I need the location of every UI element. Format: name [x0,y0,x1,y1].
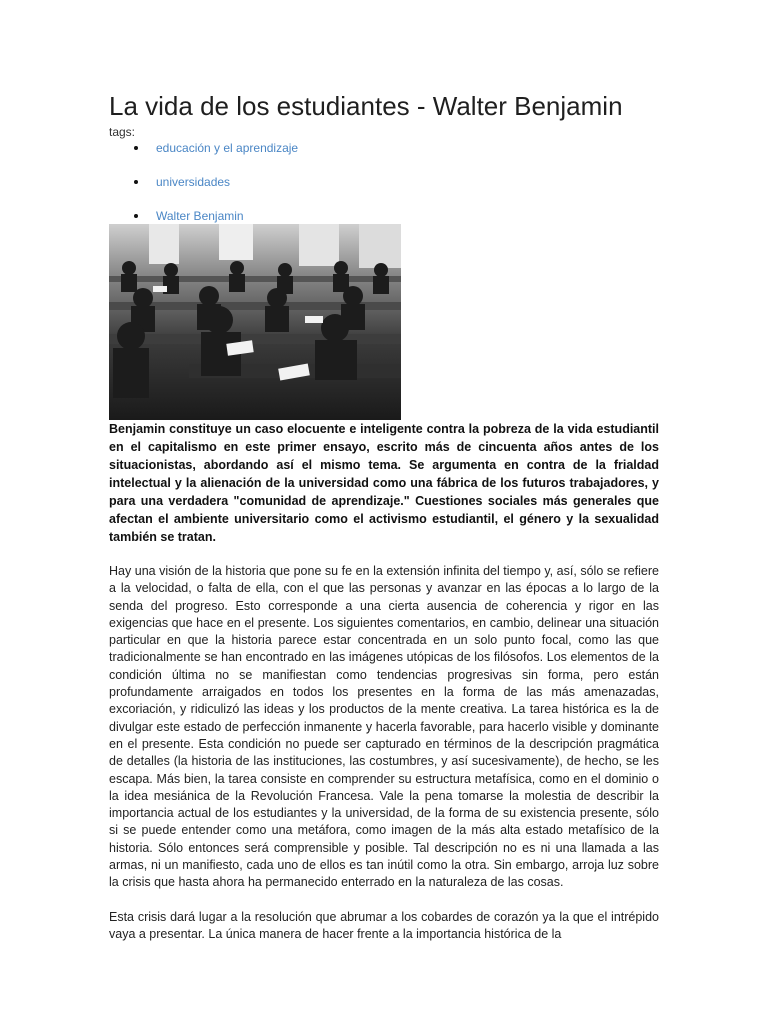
students-exam-image [109,224,401,420]
bullet-icon [134,214,138,218]
tag-item [109,174,659,190]
exam-hall-photo [109,224,401,420]
bullet-icon [134,180,138,184]
document-page [109,88,659,943]
body-paragraph: Esta crisis dará lugar a la resolución que abrumar a los cobardes de corazón ya la que el intrépido vaya a presentar. La única manera de hacer frente a la importancia histórica de la [109,909,659,941]
page-title: La vida de los estudiantes - Walter Benjamin [109,91,623,121]
tag-link-universidades[interactable]: universidades [156,175,231,189]
tags-label: tags: [109,125,136,139]
tag-link-walter-benjamin[interactable]: Walter Benjamin [156,209,244,223]
bullet-icon [134,146,138,150]
tag-item [109,140,659,156]
tag-link-educacion[interactable]: educación y el aprendizaje [156,141,299,155]
tag-item [109,208,659,224]
lead-paragraph: Benjamin constituye un caso elocuente e inteligente contra la pobreza de la vida estudiantil en el capitalismo en este primer ensayo, escrito más de cincuenta años antes de los situacionistas, abordando así el mismo tema. Se argumenta en contra de la frialdad intelectual y la alienación de la universidad como una fábrica de los futuros trabajadores, y para una verdadera "comunidad de aprendizaje." Cuestiones sociales más generales que afectan el ambiente universitario como el activismo estudiantil, el género y la sexualidad también se tratan. [109,422,659,544]
body-paragraph: Hay una visión de la historia que pone su fe en la extensión infinita del tiempo y, así, sólo se refiere a la velocidad, o falta de ella, con el que las personas y avanzar en las épocas a lo largo de la senda del progreso. Esto corresponde a una cierta ausencia de coherencia y rigor en las exigencias que hace en el presente. Los siguientes comentarios, en cambio, delinear una situación particular en que la historia parece estar concentrada en un solo punto focal, como las que tradicionalmente se han encontrado en las imágenes utópicas de los filósofos. Los elementos de la condición última no se manifiestan como tendencias progresivas sin forma, pero están profundamente arraigados en todos los presentes en la forma de las más amenazadas, excoriación, y ridiculizó las ideas y los productos de la mente creativa. La tarea histórica es la de divulgar este estado de perfección inmanente y hacerla favorable, para hacerlo visible y dominante en el presente. Esta condición no puede ser capturado en términos de la descripción pragmática de detalles (la historia de las instituciones, las costumbres, y así sucesivamente), de hecho, se les escapa. Más bien, la tarea consiste en comprender su estructura metafísica, como en el dominio o la idea mesiánica de la Revolución Francesa. Vale la pena tomarse la molestia de describir la importancia actual de los estudiantes y la universidad, de la forma de su existencia presente, sólo si se puede entender como una metáfora, como imagen de la más alta estado metafísico de la historia. Sólo entonces será comprensible y posible. Tal descripción no es ni una llamada a las armas, ni un manifiesto, cada uno de ellos es tan inútil como la otra. Sin embargo, arroja luz sobre la crisis que hasta ahora ha permanecido enterrado en la naturaleza de las cosas. [109,564,659,890]
tag-list [109,140,659,224]
